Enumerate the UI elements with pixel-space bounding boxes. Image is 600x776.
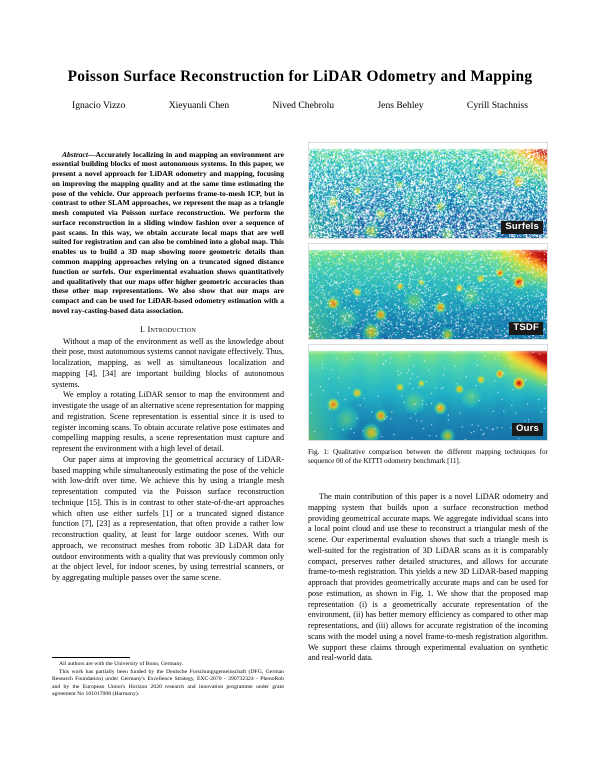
footnote-affiliation: All authors are with the University of Bonn, Germany.	[59, 661, 184, 667]
panel-label-surfels: Surfels	[501, 221, 543, 234]
author-name: Ignacio Vizzo	[72, 100, 126, 111]
abstract-text: Accurately localizing in and mapping an environment are essential building blocks of most autonomous systems. In this paper, we present a novel approach for LiDAR odometry and mapping, focusing on improving the mapping quality and at the same time estimating the pose of the vehicle. Our approach performs frame-to-mesh ICP, but in contrast to other SLAM approaches, we represent the map as a triangle mesh computed via Poisson surface reconstruction. We perform the surface reconstruction in a sliding window fashion over a sequence of past scans. In this way, we obtain accurate local maps that are well suited for registration and can also be combined into a global map. This enables us to build a 3D map showing more geometric details than common mapping approaches relying on a truncated signed distance function or surfels. Our experimental evaluation shows quantitatively and qualitatively that our maps offer higher geometric accuracies than these other map representations. We also show that our maps are compact and can be used for LiDAR-based odometry estimation with a novel ray-casting-based data association.	[52, 149, 284, 315]
abstract-lead: Abstract—	[62, 149, 96, 159]
figure-panel-tsdf	[308, 243, 548, 340]
author-name: Nived Chebrolu	[272, 100, 335, 111]
author-name: Cyrill Stachniss	[466, 100, 528, 111]
footnote-divider	[52, 657, 130, 658]
intro-paragraph: We employ a rotating LiDAR sensor to map the environment and investigate the usage of an alternative scene representation for mapping and registration. Scene representation is essential since it is used to register incoming scans. To obtain accurate relative pose estimates and compelling mapping results, a scene representation must capture and represent the environment with a high level of detail.	[52, 390, 284, 454]
section-heading-introduction: I. Introduction	[139, 324, 197, 334]
figure-1	[308, 142, 548, 445]
figure-panel-ours	[308, 344, 548, 441]
footnote-block	[52, 661, 284, 699]
panel-label-ours: Ours	[512, 423, 543, 436]
intro-paragraph: Without a map of the environment as well as the knowledge about their pose, most autonomous systems cannot navigate effectively. Thus, localization, mapping, as well as simultaneous localization and mapping [4], [34] are important building blocks of autonomous systems.	[52, 336, 284, 389]
footnote-funding: This work has partially been funded by the Deutsche Forschungsgemeinschaft (DFG, German Research Foundation) under Germany's Excellence Strategy, EXC-2070 - 390732324 - PhenoRob and by the European Union's Horizon 2020 research and innovation programme under grant agreement No 101017008 (Harmony).	[52, 668, 284, 698]
author-name: Jens Behley	[377, 100, 424, 111]
intro-paragraph: Our paper aims at improving the geometrical accuracy of LiDAR-based mapping while simultaneously estimating the pose of the vehicle with low-drift over time. We achieve this by using a triangle mesh representation computed via the Poisson surface reconstruction technique [15]. This is in contrast to other state-of-the-art approaches which often use either surfels [1] or a truncated signed distance function [7], [23] as a representation, that often provide a rather low reconstruction quality, at least for large outdoor scenes. With our approach, we reconstruct meshes from robotic 3D LiDAR data for outdoor environments with a quality that was previously common only at the object level, for indoor scenes, by using terrestrial scanners, or by aggregating multiple passes over the same scene.	[52, 454, 284, 583]
author-list	[48, 100, 552, 112]
panel-label-tsdf: TSDF	[509, 322, 543, 335]
author-name: Xieyuanli Chen	[168, 100, 230, 111]
abstract	[52, 150, 284, 316]
left-column	[52, 142, 284, 584]
right-column	[308, 492, 548, 664]
contribution-paragraph: The main contribution of this paper is a novel LiDAR odometry and mapping system that builds upon a surface reconstruction method providing geometrical accurate maps. We aggregate individual scans into a local point cloud and use these to reconstruct a triangular mesh of the scene. Our experimental evaluation shows that such a triangle mesh is well-suited for the registration of 3D LiDAR scans as it is comparably compact, preserves rather detailed structures, and allows for accurate frame-to-mesh registration. This yields a new 3D LiDAR-based mapping approach that provides geometrically accurate maps and can be used for pose estimation, as shown in Fig. 1. We show that the proposed map representation (i) is a geometrically accurate representation of the environment, (ii) has better memory efficiency as compared to other map representations, and (iii) allows for accurate registration of the incoming scans with the model using a novel frame-to-mesh registration algorithm. We support these claims through experimental evaluation on synthetic and real-world data.	[308, 492, 548, 663]
figure-caption: Fig. 1: Qualitative comparison between the different mapping techniques for sequence 00 of the KITTI odometry benchmark [11].	[308, 448, 548, 466]
figure-panel-surfels	[308, 142, 548, 239]
page-title: Poisson Surface Reconstruction for LiDAR Odometry and Mapping	[67, 68, 533, 85]
